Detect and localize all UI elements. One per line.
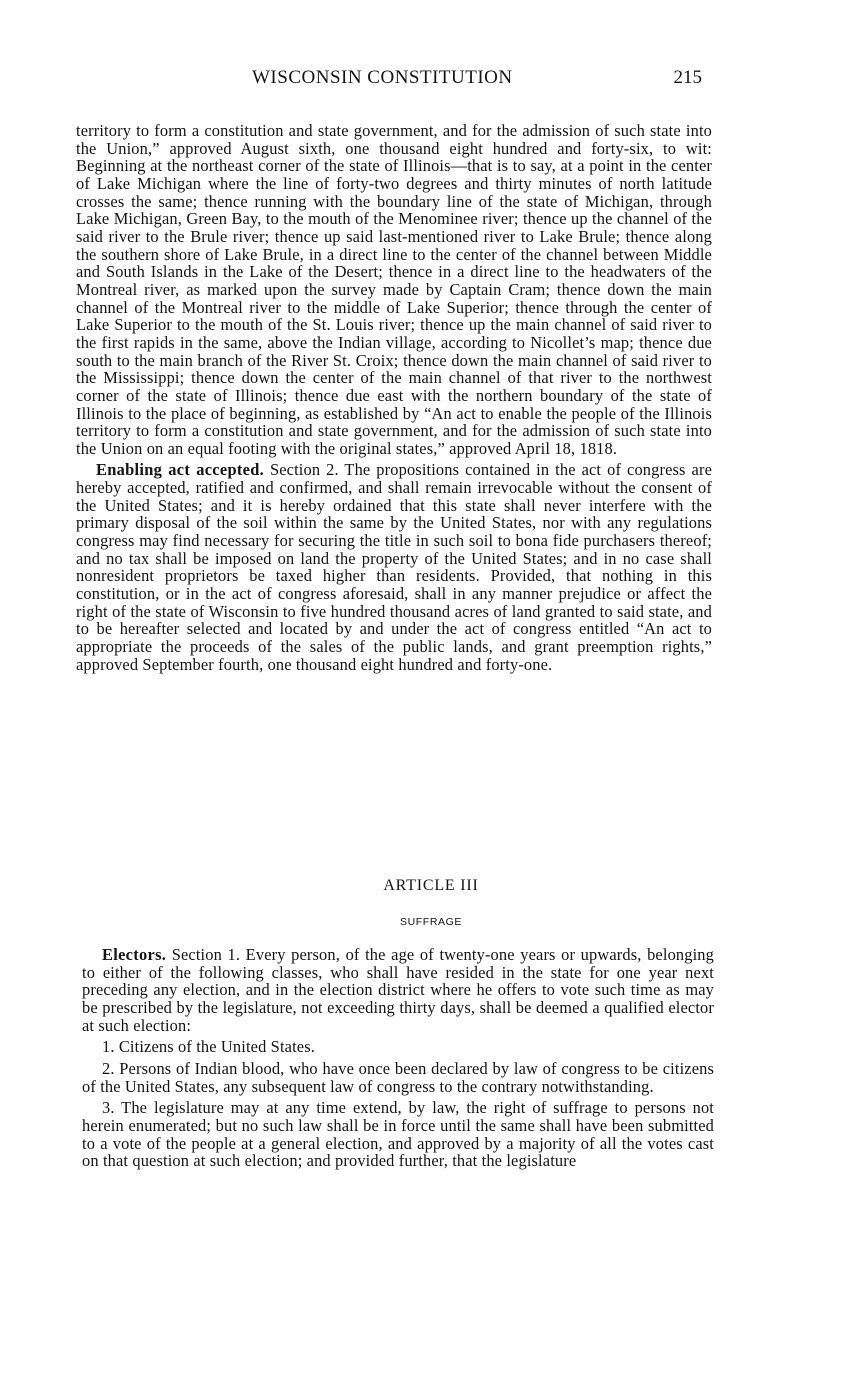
list-item-2: 2. Persons of Indian blood, who have once been declared by law of congress to be citizens of the United States, any subsequent law of congress to the contrary notwithstanding. — [82, 1058, 714, 1096]
enabling-act-paragraph — [76, 461, 712, 673]
page-number: 215 — [673, 67, 702, 88]
enabling-act-side-head: Enabling act accepted. — [96, 460, 265, 480]
electors-text: Section 1. Every person, of the age of twenty-one years or upwards, belonging to either of the following classes, who shall have resided in the state for one year next preceding any election, and in the election district where he offers to vote such time as may be prescribed by the legislature, not exceeding thirty days, shall be deemed a qualified elector at such election: — [82, 945, 714, 1035]
list-item-3: 3. The legislature may at any time extend, by law, the right of suffrage to persons not herein enumerated; but no such law shall be in force until the same shall have been submitted to a vote of the people at a general election, and approved by a majority of all the votes cast on that question at such election; and provided further, that the legislature — [82, 1098, 714, 1171]
list-item-1: 1. Citizens of the United States. — [102, 1037, 315, 1057]
article-subtitle: SUFFRAGE — [400, 916, 462, 928]
article-title: ARTICLE III — [383, 877, 479, 894]
electors-paragraph — [82, 946, 714, 1034]
electors-side-head: Electors. — [102, 945, 167, 964]
page-header — [248, 67, 706, 97]
body-text-upper — [76, 122, 712, 673]
body-text-lower — [82, 946, 714, 1170]
continuation-paragraph: territory to form a constitution and state government, and for the admission of such state into the Union,” approved August sixth, one thousand eight hundred and forty-six, to wit: Beginning at the northeast corner of the state of Illinois—that is to say, at a point in the center of Lake Michigan where the line of forty-two degrees and thirty minutes of north latitude crosses the same; thence running with the boundary line of the state of Michigan, through Lake Michigan, Green Bay, to the mouth of the Menominee river; thence up the channel of the said river to the Brule river; thence up said last-mentioned river to Lake Brule; thence along the southern shore of Lake Brule, in a direct line to the center of the channel between Middle and South Islands in the Lake of the Desert; thence in a direct line to the headwaters of the Montreal river, as marked upon the survey made by Captain Cram; thence down the main channel of the Montreal river to the middle of Lake Superior; thence through the center of Lake Superior to the mouth of the St. Louis river; thence up the main channel of said river to the first rapids in the same, above the Indian village, according to Nicollet’s map; thence due south to the main branch of the River St. Croix; thence down the main channel of said river to the Mississippi; thence down the center of the main channel of that river to the northwest corner of the state of Illinois; thence due east with the northern boundary of the state of Illinois to the place of beginning, as established by “An act to enable the people of the Illinois territory to form a constitution and state government, and for the admission of such state into the Union on an equal footing with the original states,” approved April 18, 1818. — [76, 121, 712, 458]
enabling-act-text: Section 2. The propositions contained in the act of congress are hereby accepted, ratified and confirmed, and shall remain irrevocable without the consent of the United States; and it is hereby ordained that this state shall never interfere with the primary disposal of the soil within the same by the United States, nor with any regulations congress may find necessary for securing the title in such soil to bona fide purchasers thereof; and no tax shall be imposed on land the property of the United States; and in no case shall nonresident proprietors be taxed higher than residents. Provided, that nothing in this constitution, or in the act of congress aforesaid, shall in any manner prejudice or affect the right of the state of Wisconsin to five hundred thousand acres of land granted to said state, and to be hereafter selected and located by and under the act of congress entitled “An act to appropriate the proceeds of the sales of the public lands, and grant preemption rights,” approved September fourth, one thousand eight hundred and forty-one. — [76, 460, 712, 674]
running-title: WISCONSIN CONSTITUTION — [252, 67, 513, 88]
